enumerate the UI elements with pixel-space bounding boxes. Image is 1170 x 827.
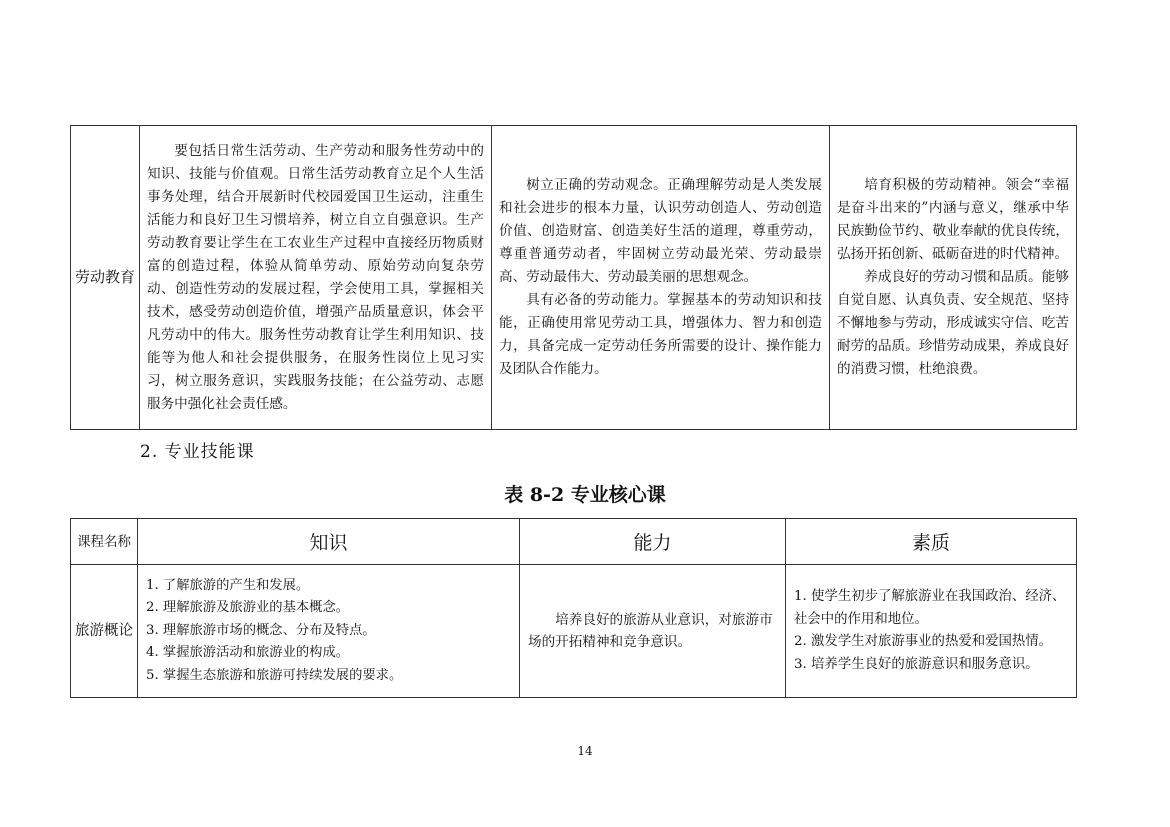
course-name-cell: 旅游概论 [71,565,138,698]
quality-cell [830,126,1077,430]
labor-education-table [70,125,1077,430]
ability-cell [520,565,786,698]
knowledge-item: 4. 掌握旅游活动和旅游业的构成。 [146,645,350,661]
quality-paragraph: 养成良好的劳动习惯和品质。能够自觉自愿、认真负责、安全规范、坚持不懈地参与劳动，形成诚实守信、吃苦耐劳的品质。珍惜劳动成果，养成良好的消费习惯，杜绝浪费。 [837,269,1069,377]
header-course-name: 课程名称 [71,519,138,565]
knowledge-item: 3. 理解旅游市场的概念、分布及特点。 [146,622,376,638]
course-name-cell: 劳动教育 [71,126,140,430]
knowledge-cell [140,126,492,430]
ability-paragraph: 具有必备的劳动能力。掌握基本的劳动知识和技能，正确使用常见劳动工具，增强体力、智力和创造力，具备完成一定劳动任务所需要的设计、操作能力及团队合作能力。 [499,292,822,377]
quality-item: 2. 激发学生对旅游事业的热爱和爱国热情。 [794,634,1053,649]
ability-paragraph: 树立正确的劳动观念。正确理解劳动是人类发展和社会进步的根本力量，认识劳动创造人、劳动创造价值、创造财富、创造美好生活的道理，尊重劳动，尊重普通劳动者，牢固树立劳动最光荣、劳动最崇高、劳动最伟大、劳动最美丽的思想观念。 [499,177,822,285]
quality-paragraph: 培育积极的劳动精神。领会“幸福是奋斗出来的”内涵与意义，继承中华民族勤俭节约、敬业奉献的优良传统，弘扬开拓创新、砥砺奋进的时代精神。 [837,177,1069,262]
header-quality: 素质 [786,519,1077,565]
ability-cell [492,126,830,430]
section-heading: 2. 专业技能课 [140,442,255,462]
core-course-table [70,518,1077,698]
ability-paragraph: 培养良好的旅游从业意识，对旅游市场的开拓精神和竞争意识。 [528,611,773,650]
header-knowledge: 知识 [138,519,520,565]
knowledge-item: 5. 掌握生态旅游和旅游可持续发展的要求。 [146,667,403,683]
knowledge-item: 1. 了解旅游的产生和发展。 [146,577,310,593]
header-ability: 能力 [520,519,786,565]
table-caption: 表 8-2 专业核心课 [504,484,666,506]
page-number: 14 [577,744,593,758]
knowledge-cell [138,565,520,698]
quality-cell [786,565,1077,698]
table-row [71,565,1077,698]
table-row [71,126,1077,430]
table-header-row [71,519,1077,565]
knowledge-item: 2. 理解旅游及旅游业的基本概念。 [146,600,350,616]
quality-item: 1. 使学生初步了解旅游业在我国政治、经济、社会中的作用和地位。 [794,589,1066,627]
quality-item: 3. 培养学生良好的旅游意识和服务意识。 [794,656,1039,672]
knowledge-paragraph: 要包括日常生活劳动、生产劳动和服务性劳动中的知识、技能与价值观。日常生活劳动教育立足个人生活事务处理，结合开展新时代校园爱国卫生运动，注重生活能力和良好卫生习惯培养，树立自立自强意识。生产劳动教育要让学生在工农业生产过程中直接经历物质财富的创造过程，体验从简单劳动、原始劳动向复杂劳动、创造性劳动的发展过程，学会使用工具，掌握相关技术，感受劳动创造价值，增强产品质量意识，体会平凡劳动中的伟大。服务性劳动教育让学生利用知识、技能等为他人和社会提供服务，在服务性岗位上见习实习，树立服务意识，实践服务技能；在公益劳动、志愿服务中强化社会责任感。 [147,142,484,412]
